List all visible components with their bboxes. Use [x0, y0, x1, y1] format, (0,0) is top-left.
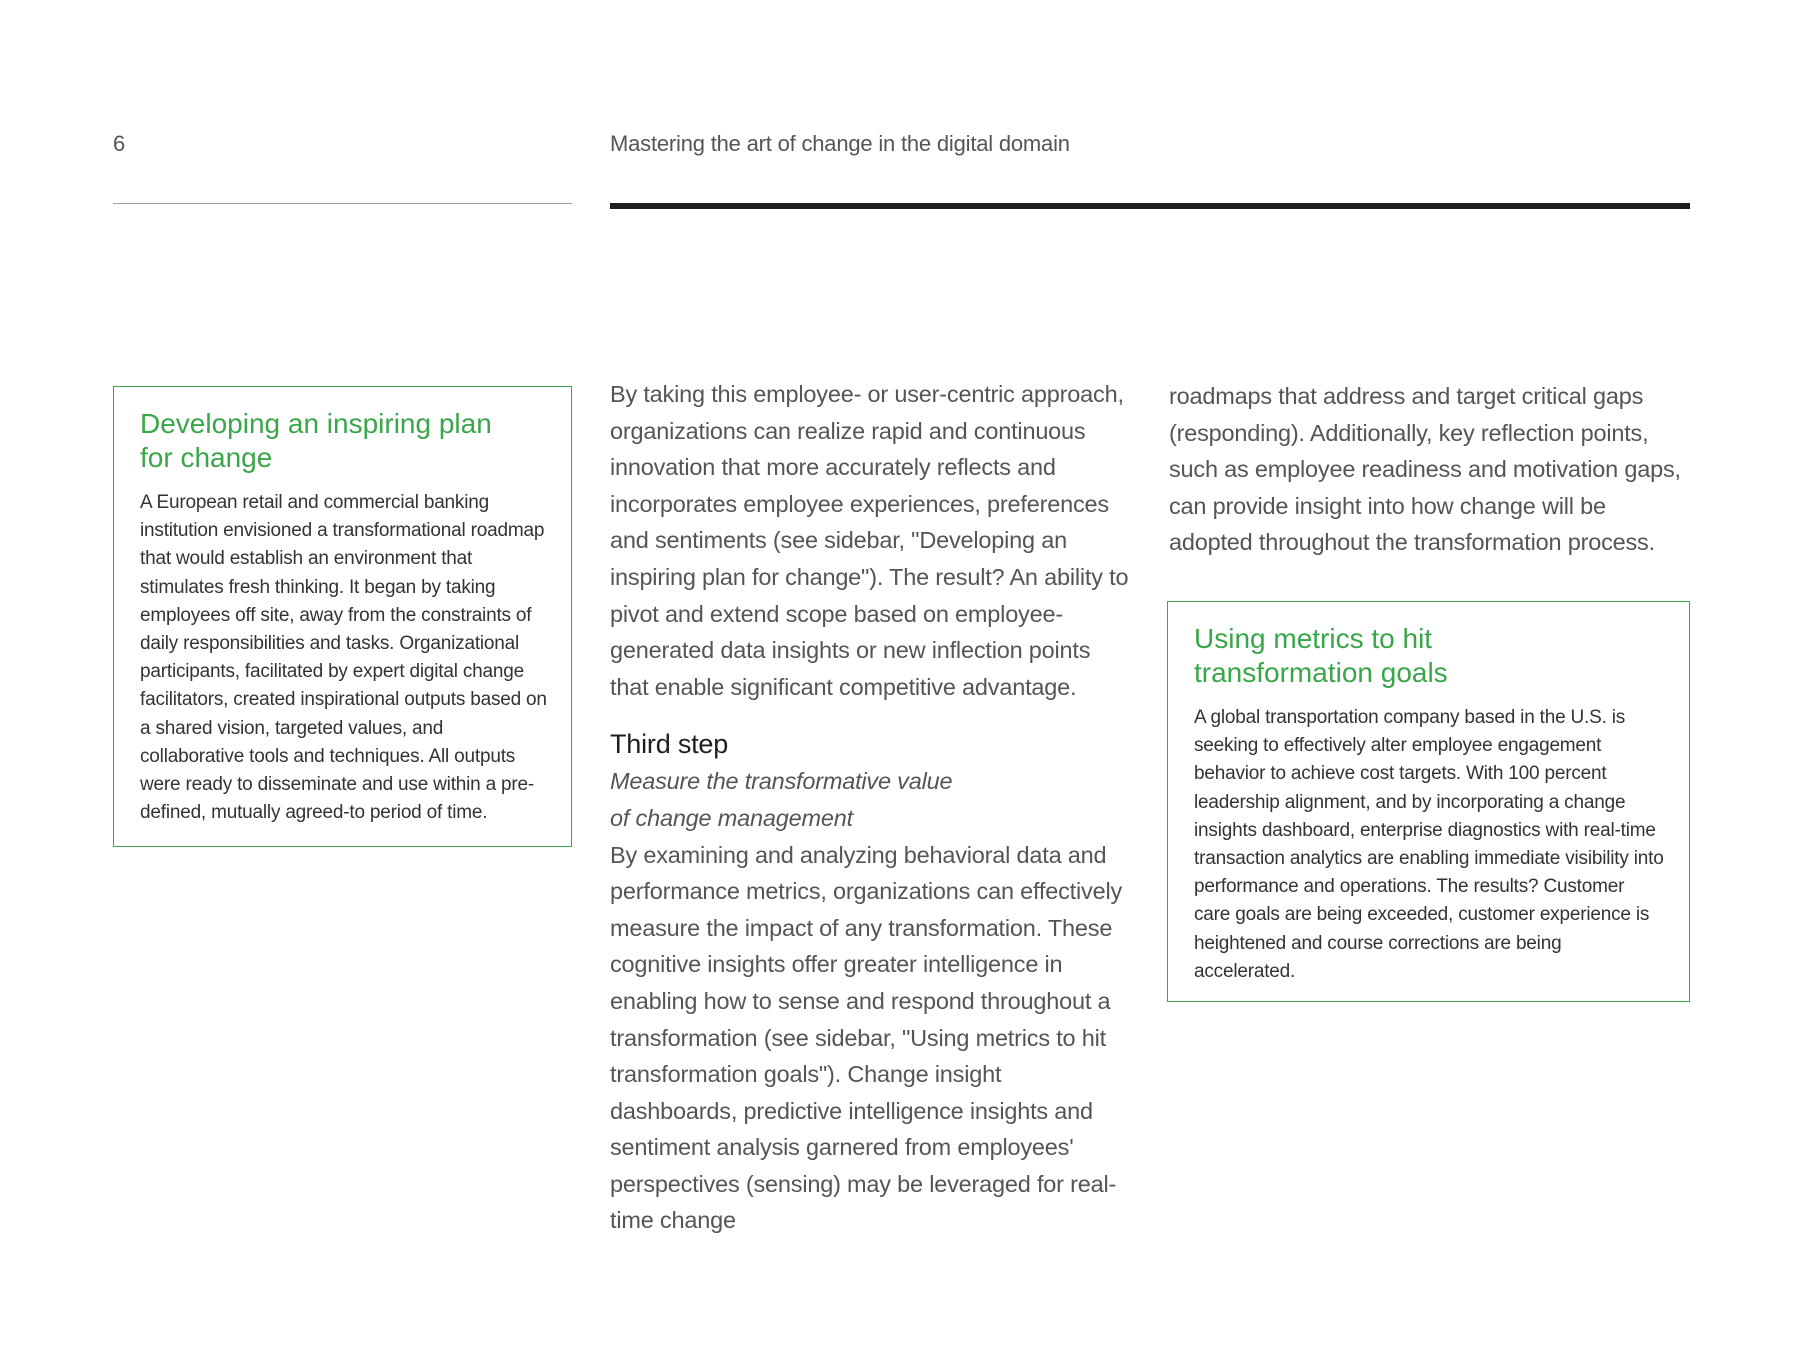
section-heading-third-step: Third step — [610, 729, 729, 760]
sidebar-title — [1194, 622, 1665, 690]
sidebar-title-line1: Developing an inspiring plan — [140, 408, 492, 439]
section-subheading — [610, 763, 1130, 836]
running-title: Mastering the art of change in the digital domain — [610, 131, 1070, 156]
right-paragraph: roadmaps that address and target critical gaps (responding). Additionally, key reflection points, such as employee readiness and motivation gaps, can provide insight into how change will be adopted throughout the transformation process. — [1169, 383, 1681, 556]
sidebar-body: A global transportation company based in the U.S. is seeking to effectively alter employee engagement behavior to achieve cost targets. With 100 percent leadership alignment, and by incorporating a change insights dashboard, enterprise diagnostics with real-time transaction analytics are enabling immediate visibility into performance and operations. The results? Customer care goals are being exceeded, customer experience is heightened and course corrections are being accelerated. — [1194, 707, 1664, 982]
sidebar-body: A European retail and commercial banking institution envisioned a transformational roadmap that would establish an environment that stimulates fresh thinking. It began by taking employees off site, away from the constraints of daily responsibilities and tasks. Organizational participants, facilitated by expert digital change facilitators, created inspirational outputs based on a shared vision, targeted values, and collaborative tools and techniques. All outputs were ready to disseminate and use within a pre-defined, mutually agreed-to period of time. — [140, 492, 547, 824]
section-subheading-line1: Measure the transformative value — [610, 768, 953, 795]
page-number: 6 — [113, 131, 126, 156]
header-rule-thin — [113, 203, 572, 204]
header-rule-thick — [610, 203, 1690, 209]
sidebar-developing-plan — [113, 386, 572, 847]
section-subheading-line2: of change management — [610, 804, 853, 831]
main-paragraph-2: By examining and analyzing behavioral data and performance metrics, organizations can effectively measure the impact of any transformation. These cognitive insights offer greater intelligence in enabling how to sense and respond throughout a transformation (see sidebar, "Using metrics to hit transformation goals"). Change insight dashboards, predictive intelligence insights and sentiment analysis garnered from employees' perspectives (sensing) may be leveraged for real-time change — [610, 841, 1123, 1234]
right-column — [1169, 378, 1689, 561]
main-paragraph-1: By taking this employee- or user-centric approach, organizations can realize rapid and continuous innovation that more accurately reflects and incorporates employee experiences, preferences and sentiments (see sidebar, "Developing an inspiring plan for change"). The result? An ability to pivot and extend scope based on employee-generated data insights or new inflection points that enable significant competitive advantage. — [610, 381, 1129, 700]
sidebar-title-line2: for change — [140, 442, 273, 473]
sidebar-using-metrics — [1167, 601, 1690, 1002]
main-column — [610, 376, 1130, 1239]
sidebar-title-line1: Using metrics to hit — [1194, 623, 1433, 654]
sidebar-title-line2: transformation goals — [1194, 657, 1448, 688]
sidebar-title — [140, 407, 547, 475]
